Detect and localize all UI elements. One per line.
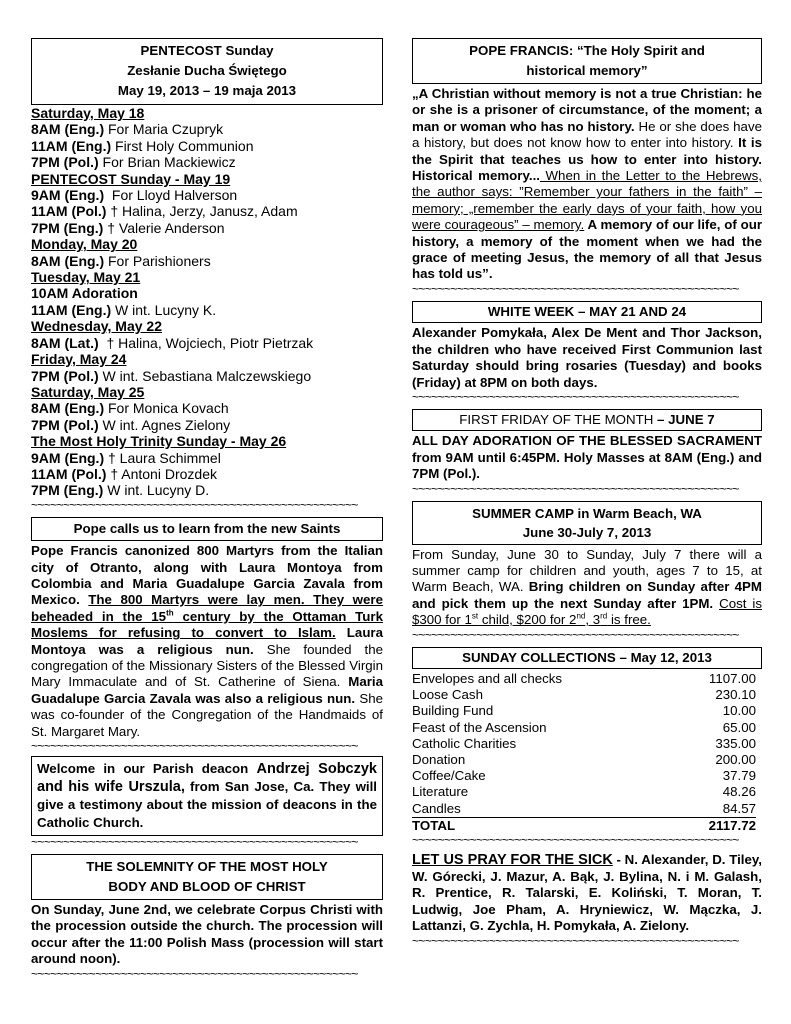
corpus-title-line1: THE SOLEMNITY OF THE MOST HOLY: [86, 859, 328, 875]
divider: ~~~~~~~~~~~~~~~~~~~~~~~~~~~~~~~~~~~~~~~~~~~~~~~~~~~: [412, 934, 739, 947]
pope-text: He or she does have a history, but does not know how to enter into history.: [412, 118, 762, 151]
deacon-box: [31, 756, 383, 836]
collection-row: [412, 720, 756, 736]
collection-row: [412, 671, 756, 687]
mass-intention: For Brian Mackiewicz: [98, 154, 236, 171]
mass-intention: W int. Lucyny K.: [111, 301, 217, 318]
camp-cost-part: is free.: [607, 612, 651, 628]
divider: ~~~~~~~~~~~~~~~~~~~~~~~~~~~~~~~~~~~~~~~~~~~~~~~~~~~: [412, 482, 739, 495]
deacon-text-part: from San Jose, Ca. They will give a testimony about the mission of deacons in the Catholic Church.: [37, 779, 377, 831]
camp-title-box: [412, 501, 762, 545]
mass-time: 7PM (Pol.): [31, 154, 99, 171]
collection-label: Coffee/Cake: [412, 768, 486, 784]
collection-amount: 65.00: [722, 719, 756, 735]
white-week-title: WHITE WEEK: [487, 303, 575, 319]
mass-time: 11AM (Eng.): [31, 301, 112, 318]
schedule-mass: [31, 482, 383, 498]
mass-time: 7PM (Eng.): [31, 482, 104, 499]
camp-text: [412, 547, 762, 629]
mass-time: 10AM Adoration: [31, 285, 138, 302]
collections-title-box: [412, 647, 762, 669]
mass-intention: First Holy Communion: [111, 137, 254, 154]
header-title: PENTECOST Sunday: [140, 43, 274, 58]
pray-names: - N. Alexander, D. Tiley, W. Górecki, J. Mazur, A. Bąk, J. Bylina, N. i M. Galash, R. Prentice, R. Talarski, E. Koliński, T. Moran, T. Ludwig, Joe Pham, A. Hryniewicz, W. Mączka, J. Lattanzi, G. Zychla, H. Pomykała, A. Zielony.: [412, 852, 762, 934]
pope-text: It is the Spirit that teaches us how to enter into history. Historical memory...: [412, 135, 762, 184]
collection-row: [412, 703, 756, 719]
mass-intention: † Antoni Drozdek: [106, 465, 217, 482]
divider: ~~~~~~~~~~~~~~~~~~~~~~~~~~~~~~~~~~~~~~~~~~~~~~~~~~~: [412, 834, 739, 846]
schedule-mass: [31, 335, 383, 351]
schedule-day-heading: Saturday, May 18: [31, 105, 145, 121]
divider: ~~~~~~~~~~~~~~~~~~~~~~~~~~~~~~~~~~~~~~~~~~~~~~~~~~~: [31, 836, 358, 849]
schedule-day-heading: PENTECOST Sunday - May 19: [31, 170, 231, 187]
schedule-day-heading: Saturday, May 25: [31, 383, 145, 400]
deacon-names: Andrzej Sobczyk and his wife Urszula,: [37, 761, 377, 796]
left-column: [31, 38, 383, 980]
mass-time: 8AM (Lat.): [31, 334, 99, 351]
white-week-text: Alexander Pomykała, Alex De Ment and Thor Jackson, the children who have received First Communion last Saturday should bring rosaries (Tuesday) and books (Friday) at 8PM on both days.: [412, 325, 762, 390]
collection-amount: 84.57: [722, 800, 756, 816]
pope-text: A memory of our life, of our history, a memory of the moment when we had the grace of meeting Jesus, the memory of all that Jesus has told us”.: [412, 217, 762, 282]
schedule-day-heading: Monday, May 20: [31, 236, 138, 253]
header-box: [31, 38, 383, 105]
pope-text: When in the Letter to the Hebrews, the author says: ”Remember your fathers in the faith” – memory; „remember the early days of your faith, how you were courageous” – memory.: [412, 168, 763, 233]
saints-title-box: [31, 517, 383, 541]
collections-total-label: TOTAL: [412, 817, 456, 833]
camp-title: SUMMER CAMP in Warm Beach, WA: [472, 505, 702, 521]
mass-schedule: [31, 105, 383, 499]
collection-row: [412, 784, 756, 800]
schedule-mass: [31, 466, 383, 482]
collections-total-amount: 2117.72: [708, 817, 756, 833]
pray-title: LET US PRAY FOR THE SICK: [412, 852, 613, 868]
white-week-dates: – MAY 21 AND 24: [574, 303, 687, 319]
collection-amount: 10.00: [722, 703, 756, 719]
white-week-title-box: [412, 301, 762, 323]
superscript: nd: [576, 611, 586, 621]
collections-date: – May 12, 2013: [615, 649, 712, 665]
schedule-mass: [31, 302, 383, 318]
mass-time: 9AM (Eng.): [31, 449, 105, 466]
collections-title: SUNDAY COLLECTIONS: [462, 649, 616, 665]
collection-row: [412, 687, 756, 703]
schedule-mass: [31, 450, 383, 466]
pope-article: [412, 86, 762, 283]
mass-intention: W int. Lucyny D.: [103, 482, 210, 499]
pope-title-box: [412, 38, 762, 84]
superscript: rd: [600, 611, 608, 621]
schedule-mass: [31, 417, 383, 433]
right-column: [412, 38, 762, 947]
saints-text: Laura Montoya was a religious nun.: [31, 625, 384, 657]
mass-intention: For Maria Czupryk: [104, 121, 224, 138]
first-friday-date: – JUNE 7: [653, 411, 715, 427]
collections-total-row: [412, 817, 756, 834]
collection-label: Catholic Charities: [412, 735, 517, 751]
schedule-mass: [31, 138, 383, 154]
divider: ~~~~~~~~~~~~~~~~~~~~~~~~~~~~~~~~~~~~~~~~~~~~~~~~~~~: [31, 498, 358, 511]
camp-cost-part: Cost is $300 for 1: [412, 595, 762, 628]
camp-text-part: Bring children on Sunday after 4PM and pick them up the next Sunday after 1PM.: [412, 579, 762, 611]
schedule-mass: [31, 187, 383, 203]
mass-time: 7PM (Pol.): [31, 416, 99, 433]
collection-label: Loose Cash: [412, 687, 483, 703]
collection-label: Feast of the Ascension: [412, 719, 547, 735]
collection-row: [412, 801, 756, 818]
mass-intention: † Halina, Wojciech, Piotr Pietrzak: [98, 334, 314, 351]
collection-amount: 37.79: [722, 768, 756, 784]
pray-section: [412, 852, 762, 935]
schedule-mass: [31, 121, 383, 137]
divider: ~~~~~~~~~~~~~~~~~~~~~~~~~~~~~~~~~~~~~~~~~~~~~~~~~~~: [31, 740, 358, 753]
schedule-mass: [31, 285, 383, 301]
mass-intention: For Monica Kovach: [104, 400, 229, 417]
saints-title: Pope calls us to learn from the new Saints: [73, 520, 341, 536]
mass-time: 8AM (Eng.): [31, 252, 105, 269]
schedule-day-heading: Wednesday, May 22: [31, 318, 162, 335]
collection-row: [412, 768, 756, 784]
first-friday-title: FIRST FRIDAY OF THE MONTH: [459, 411, 654, 427]
mass-intention: For Lloyd Halverson: [104, 187, 238, 204]
collection-amount: 230.10: [715, 687, 756, 703]
collection-label: Envelopes and all checks: [412, 670, 563, 686]
corpus-text: On Sunday, June 2nd, we celebrate Corpus Christi with the procession outside the church. The procession will occur after the 11:00 Polish Mass (procession will start around noon).: [31, 902, 383, 967]
mass-time: 7PM (Eng.): [31, 219, 104, 236]
collection-amount: 1107.00: [708, 670, 756, 686]
divider: ~~~~~~~~~~~~~~~~~~~~~~~~~~~~~~~~~~~~~~~~~~~~~~~~~~~: [412, 628, 739, 641]
mass-time: 9AM (Eng.): [31, 187, 105, 204]
schedule-day-heading: Tuesday, May 21: [31, 269, 141, 286]
saints-text: The 800 Martyrs were lay men. They were beheaded in the 15: [31, 592, 383, 624]
camp-cost-part: child, $200 for 2: [478, 612, 577, 628]
collection-amount: 200.00: [715, 751, 756, 767]
corpus-title-box: [31, 854, 383, 900]
schedule-mass: [31, 253, 383, 269]
mass-time: 11AM (Eng.): [31, 137, 112, 154]
superscript: th: [166, 608, 174, 618]
deacon-text: [37, 760, 377, 832]
schedule-mass: [31, 368, 383, 384]
camp-cost-part: , 3: [585, 612, 601, 628]
saints-text: She founded the congregation of the Missionary Sisters of the Blessed Virgin Mary Immaculate and of St. Catherine of Siena.: [31, 641, 383, 690]
saints-text: century by the Ottaman Turk Moslems for refusing to convert to Islam.: [31, 608, 383, 641]
mass-intention: W int. Sebastiana Malczewskiego: [98, 367, 312, 384]
mass-intention: † Valerie Anderson: [103, 219, 225, 236]
divider: ~~~~~~~~~~~~~~~~~~~~~~~~~~~~~~~~~~~~~~~~~~~~~~~~~~~: [412, 390, 739, 403]
mass-time: 8AM (Eng.): [31, 121, 105, 138]
collection-label: Donation: [412, 751, 466, 767]
divider: ~~~~~~~~~~~~~~~~~~~~~~~~~~~~~~~~~~~~~~~~~~~~~~~~~~~: [31, 967, 358, 980]
collections-table: [412, 671, 756, 834]
header-dates: May 19, 2013 – 19 maja 2013: [117, 83, 297, 98]
first-friday-title-box: [412, 409, 762, 431]
camp-dates: June 30-July 7, 2013: [522, 524, 652, 540]
collection-amount: 335.00: [715, 735, 756, 751]
deacon-text-part: Welcome in our Parish deacon: [37, 761, 257, 777]
saints-text: She was co-founder of the Congregation of the Handmaids of St. Margaret Mary.: [31, 690, 383, 739]
collection-amount: 48.26: [722, 784, 756, 800]
saints-text: Maria Guadalupe Garcia Zavala was also a religious nun.: [31, 674, 383, 706]
schedule-mass: [31, 400, 383, 416]
schedule-day-heading: Friday, May 24: [31, 351, 127, 368]
collection-row: [412, 752, 756, 768]
first-friday-text: ALL DAY ADORATION OF THE BLESSED SACRAMENT from 9AM until 6:45PM. Holy Masses at 8AM (Eng.) and 7PM (Pol.).: [412, 433, 762, 482]
collection-label: Candles: [412, 800, 461, 816]
collection-row: [412, 736, 756, 752]
schedule-mass: [31, 203, 383, 219]
pope-title-line2: historical memory”: [526, 63, 648, 78]
saints-text: Pope Francis canonized 800 Martyrs from the Italian city of Otranto, along with Laura Montoya from Colombia and Maria Guadalupe Garcia Zavala from Mexico.: [31, 543, 383, 608]
pope-title-line1: POPE FRANCIS: “The Holy Spirit and: [469, 43, 705, 58]
schedule-mass: [31, 220, 383, 236]
mass-time: 7PM (Pol.): [31, 367, 99, 384]
mass-time: 11AM (Pol.): [31, 203, 107, 220]
schedule-mass: [31, 154, 383, 170]
corpus-title-line2: BODY AND BLOOD OF CHRIST: [108, 879, 306, 895]
mass-intention: For Parishioners: [104, 252, 211, 269]
divider: ~~~~~~~~~~~~~~~~~~~~~~~~~~~~~~~~~~~~~~~~~~~~~~~~~~~: [412, 282, 739, 295]
mass-intention: † Halina, Jerzy, Janusz, Adam: [106, 203, 298, 220]
camp-text-part: From Sunday, June 30 to Sunday, July 7 there will a summer camp for children and youth, ages 7 to 15, at Warm Beach, WA.: [412, 546, 762, 595]
saints-article: [31, 543, 383, 740]
mass-intention: † Laura Schimmel: [104, 449, 221, 466]
schedule-day-heading: The Most Holy Trinity Sunday - May 26: [31, 433, 287, 450]
mass-time: 11AM (Pol.): [31, 465, 107, 482]
mass-time: 8AM (Eng.): [31, 400, 105, 417]
collection-label: Building Fund: [412, 703, 494, 719]
collection-label: Literature: [412, 784, 469, 800]
pope-text: „A Christian without memory is not a true Christian: he or she is a prisoner of circumstance, of the moment; a man or woman who has no history.: [412, 86, 762, 134]
superscript: st: [471, 611, 479, 621]
header-polish-title: Zesłanie Ducha Świętego: [127, 63, 287, 78]
mass-intention: W int. Agnes Zielony: [98, 416, 231, 433]
